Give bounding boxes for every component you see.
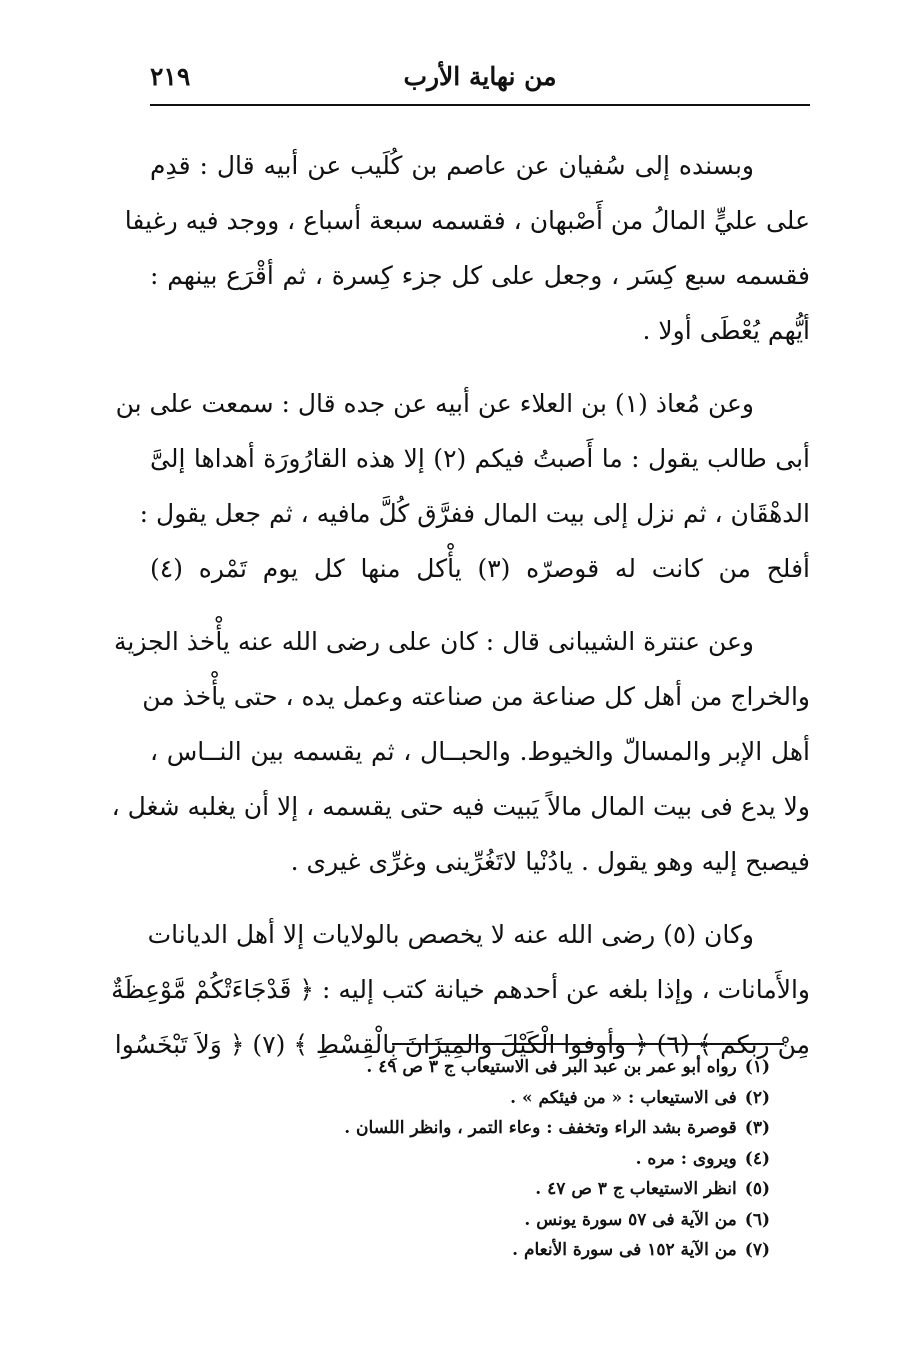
footnote-text: قوصرة بشد الراء وتخفف : وعاء التمر ، وانظر اللسان . <box>344 1118 737 1138</box>
footnote-text: من الآية فى ٥٧ سورة يونس . <box>524 1209 737 1230</box>
text-line: فيصبح إليه وهو يقول . يادُنْيا لاتَغُرِّينى وغرِّى غيرى . <box>290 847 810 876</box>
footnote-number: (٦) <box>744 1209 770 1230</box>
text-line: مِنْ ربكم ﴾ (٦) ﴿ وأوفوا الْكَيْلَ والمِيزَانَ بِالْقِسْطِ ﴾ (٧) ﴿ وَلاَ تَبْخَسُوا <box>114 1030 810 1059</box>
footnote-text: من الآية ١٥٢ فى سورة الأنعام . <box>512 1240 737 1260</box>
body-text <box>111 138 811 1090</box>
text-line: وبسنده إلى سُفيان عن عاصم بن كُلَيب عن أبيه قال : قدِم <box>150 151 754 180</box>
footnote-text: انظر الاستيعاب ج ٣ ص ٤٧ . <box>535 1179 737 1199</box>
page-header <box>150 58 810 98</box>
text-line: أهل الإبر والمسالّ والخيوط. والحبــال ، ثم يقسمه بين النــاس ، <box>150 737 810 766</box>
footnotes <box>260 1052 770 1266</box>
footnote-number: (٥) <box>744 1179 770 1199</box>
footnote-item <box>260 1113 770 1144</box>
text-line: أيُّهم يُعْطَى أولا . <box>642 316 810 345</box>
verse-line: أفلح من كانت له قوصرّه (٣) يأْكل منها كل يوم تَمْره (٤) <box>150 554 810 583</box>
text-line: فقسمه سبع كِسَر ، وجعل على كل جزء كِسرة ، ثم أقْرَع بينهم : <box>150 261 810 290</box>
text-line: الدهْقَان ، ثم نزل إلى بيت المال ففرَّق كُلَّ مافيه ، ثم جعل يقول : <box>139 499 810 528</box>
text-line: وكان (٥) رضى الله عنه لا يخصص بالولايات إلا أهل الديانات <box>147 920 754 949</box>
footnote-text: ويروى : مره . <box>635 1148 737 1169</box>
footnote-item <box>260 1052 770 1083</box>
footnote-text: فى الاستيعاب : « من فيئكم » . <box>510 1087 737 1108</box>
footnote-number: (٤) <box>744 1148 770 1169</box>
page-number: ٢١٩ <box>150 62 191 91</box>
footnote-number: (٧) <box>744 1240 770 1260</box>
running-title: من نهاية الأرب <box>403 62 557 91</box>
footnote-number: (٣) <box>744 1118 770 1138</box>
footnote-text: رواه أبو عمر بن عبد البر فى الاستيعاب ج ٣ ص ٤٩ . <box>366 1057 737 1077</box>
paragraph-4 <box>111 907 810 1072</box>
text-line: والخراج من أهل كل صناعة من صناعته وعمل يده ، حتى يأْخذ من <box>142 682 810 711</box>
text-line: والأَمانات ، وإذا بلغه عن أحدهم خيانة كتب إليه : ﴿ قَدْجَاءَتْكُمْ مَّوْعِظَةٌ <box>111 975 810 1004</box>
footnote-item <box>260 1083 770 1114</box>
footnote-rule <box>392 1043 784 1045</box>
footnote-item <box>260 1174 770 1205</box>
footnote-number: (٢) <box>744 1087 770 1108</box>
footnote-number: (١) <box>744 1057 770 1077</box>
header-rule <box>150 104 810 106</box>
footnote-item <box>260 1235 770 1266</box>
paragraph-1 <box>124 138 810 358</box>
text-line: على عليٍّ المالُ من أَصْبهان ، فقسمه سبعة أسباع ، ووجد فيه رغيفا <box>124 206 810 235</box>
text-line: أبى طالب يقول : ما أَصبتُ فيكم (٢) إلا هذه القارُورَة أهداها إلىَّ <box>150 444 811 473</box>
footnote-item <box>260 1205 770 1236</box>
text-line: وعن عنترة الشيبانى قال : كان على رضى الله عنه يأْخذ الجزية <box>113 627 754 656</box>
paragraph-2 <box>115 376 811 596</box>
footnote-item <box>260 1144 770 1175</box>
paragraph-3 <box>111 614 810 889</box>
text-line: ولا يدع فى بيت المال مالاً يَبيت فيه حتى يقسمه ، إلا أن يغلبه شغل ، <box>111 792 810 821</box>
text-line: وعن مُعاذ (١) بن العلاء عن أبيه عن جده قال : سمعت على بن <box>115 389 754 418</box>
